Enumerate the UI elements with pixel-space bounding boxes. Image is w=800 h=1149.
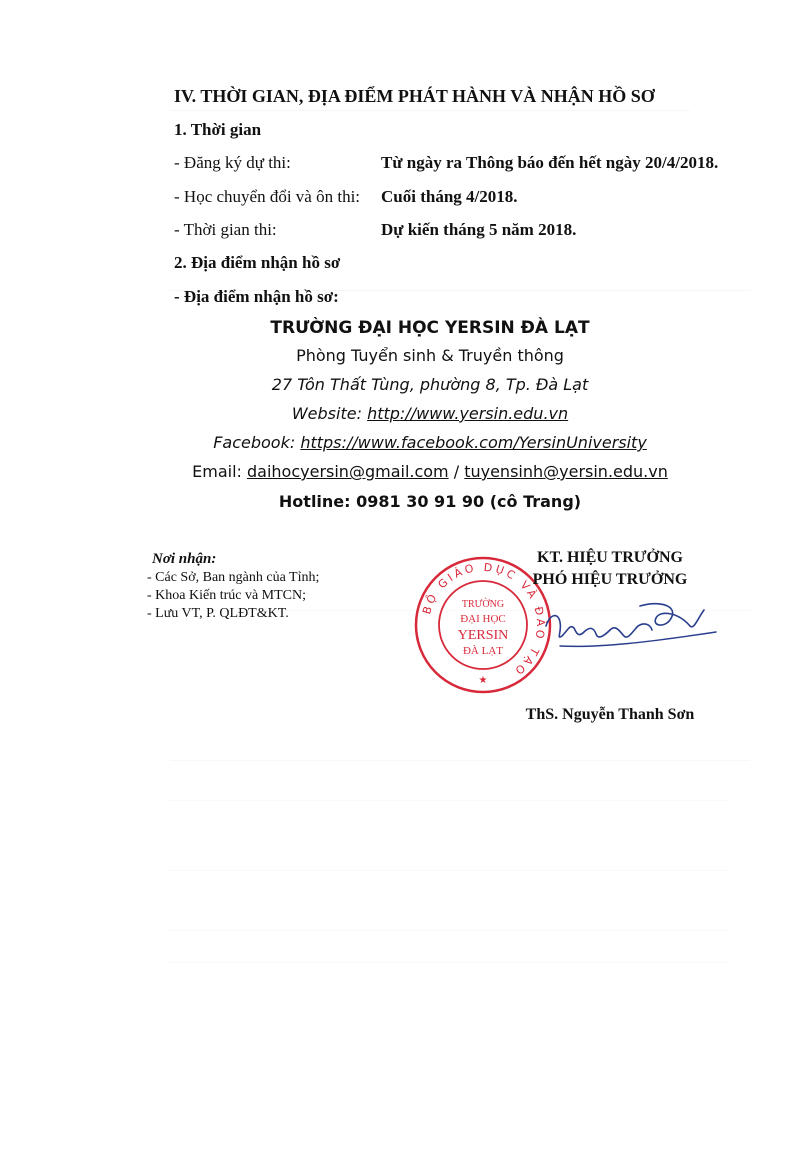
signer-name: ThS. Nguyễn Thanh Sơn	[525, 706, 695, 723]
place-label: - Địa điểm nhận hồ sơ:	[174, 287, 339, 306]
time-row-value: Dự kiến tháng 5 năm 2018.	[381, 220, 577, 239]
hotline: Hotline: 0981 30 91 90 (cô Trang)	[278, 492, 582, 511]
recipient-item: - Khoa Kiến trúc và MTCN;	[147, 588, 307, 603]
recipient-item: - Các Sở, Ban ngành của Tỉnh;	[147, 570, 320, 585]
email-link-1[interactable]: daihocyersin@gmail.com	[247, 462, 449, 481]
time-row-value: Cuối tháng 4/2018.	[381, 187, 518, 206]
signer-title-1: KT. HIỆU TRƯỞNG	[537, 549, 683, 566]
recipients-heading: Nơi nhận:	[152, 551, 217, 567]
facebook-line	[180, 433, 680, 453]
department-name: Phòng Tuyển sinh & Truyền thông	[296, 346, 564, 365]
website-link[interactable]: http://www.yersin.edu.vn	[367, 404, 569, 423]
time-heading: 1. Thời gian	[174, 120, 262, 139]
handwritten-signature-icon	[540, 596, 720, 666]
website-line	[230, 404, 630, 424]
facebook-link[interactable]: https://www.facebook.com/YersinUniversity	[300, 433, 647, 452]
email-label: Email:	[192, 462, 247, 481]
school-name: TRƯỜNG ĐẠI HỌC YERSIN ĐÀ LẠT	[270, 318, 590, 338]
signer-title-2: PHÓ HIỆU TRƯỞNG	[532, 571, 688, 588]
time-row-label: - Học chuyển đổi và ôn thi:	[174, 187, 361, 206]
time-row-label: - Đăng ký dự thi:	[174, 153, 291, 172]
time-row-label: - Thời gian thi:	[174, 220, 277, 239]
time-row-value: Từ ngày ra Thông báo đến hết ngày 20/4/2018.	[381, 153, 719, 172]
place-heading: 2. Địa điểm nhận hồ sơ	[174, 253, 341, 272]
address: 27 Tôn Thất Tùng, phường 8, Tp. Đà Lạt	[271, 375, 589, 394]
stamp-line-3: YERSIN	[457, 628, 509, 643]
email-line	[180, 462, 680, 482]
svg-text:★: ★	[478, 675, 488, 686]
email-separator: /	[448, 462, 465, 481]
facebook-label: Facebook:	[213, 433, 301, 452]
recipient-item: - Lưu VT, P. QLĐT&KT.	[147, 606, 289, 621]
stamp-ring-text: BỘ GIÁO DỤC VÀ ĐÀO TẠO	[420, 560, 548, 679]
website-label: Website:	[291, 404, 368, 423]
stamp-line-2: ĐẠI HỌC	[460, 613, 506, 625]
section-heading: IV. THỜI GIAN, ĐỊA ĐIỂM PHÁT HÀNH VÀ NHẬN HỒ SƠ	[174, 86, 655, 106]
stamp-line-4: ĐÀ LẠT	[462, 645, 504, 657]
email-link-2[interactable]: tuyensinh@yersin.edu.vn	[464, 462, 668, 481]
stamp-line-1: TRƯỜNG	[461, 599, 505, 610]
